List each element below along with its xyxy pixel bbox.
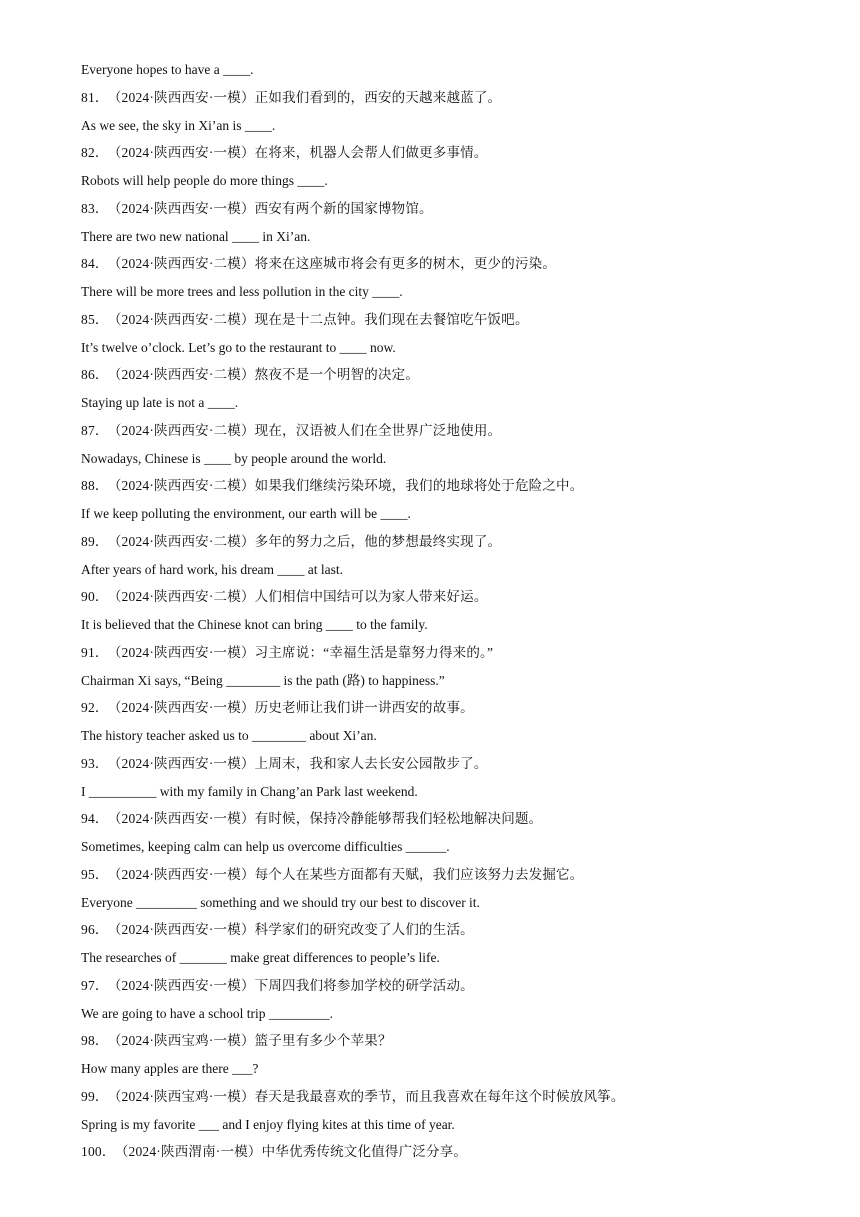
question-chinese-text: 在将来，机器人会帮人们做更多事情。 [254, 145, 488, 161]
question-line [81, 84, 801, 112]
question-number: 93． [81, 755, 109, 771]
question-chinese-text: 篮子里有多少个苹果？ [254, 1033, 392, 1049]
question-line [81, 250, 801, 278]
question-line [81, 1138, 801, 1166]
question-number: 83． [81, 200, 109, 216]
question-line [81, 195, 801, 223]
question-chinese-text: 如果我们继续污染环境，我们的地球将处于危险之中。 [254, 478, 584, 494]
question-number: 86． [81, 367, 109, 383]
question-line [81, 694, 801, 722]
question-number: 92． [81, 700, 109, 716]
question-line [81, 639, 801, 667]
question-source: （2024·陕西西安·一模） [114, 89, 255, 105]
question-chinese-text: 科学家们的研究改变了人们的生活。 [254, 922, 474, 938]
question-source: （2024·陕西西安·二模） [114, 533, 255, 549]
question-number: 95． [81, 866, 109, 882]
question-number: 90． [81, 589, 109, 605]
english-sentence: I __________ with my family in Chang’an Park last weekend. [81, 783, 418, 799]
question-number: 82． [81, 145, 109, 161]
question-source: （2024·陕西西安·一模） [114, 644, 255, 660]
question-line [81, 583, 801, 611]
question-chinese-text: 春天是我最喜欢的季节，而且我喜欢在每年这个时候放风筝。 [254, 1088, 625, 1104]
question-line [81, 1027, 801, 1055]
question-number: 88． [81, 478, 109, 494]
question-source: （2024·陕西宝鸡·一模） [114, 1088, 255, 1104]
question-number: 100． [81, 1144, 116, 1160]
question-number: 89． [81, 533, 109, 549]
english-sentence: The researches of _______ make great differences to people’s life. [81, 950, 440, 965]
question-source: （2024·陕西西安·一模） [114, 145, 255, 161]
question-source: （2024·陕西西安·一模） [114, 922, 255, 938]
question-number: 94． [81, 811, 109, 827]
question-source: （2024·陕西西安·一模） [114, 866, 255, 882]
question-source: （2024·陕西西安·二模） [114, 478, 255, 494]
question-number: 98． [81, 1033, 109, 1049]
english-sentence: There will be more trees and less pollution in the city ____. [81, 284, 403, 299]
question-number: 96． [81, 922, 109, 938]
english-sentence: The history teacher asked us to ________ about Xi’an. [81, 728, 377, 743]
question-line [81, 1083, 801, 1111]
question-chinese-text: 西安有两个新的国家博物馆。 [254, 200, 433, 216]
question-chinese-text: 将来在这座城市将会有更多的树木，更少的污染。 [254, 256, 557, 272]
english-sentence: As we see, the sky in Xi’an is ____. [81, 117, 276, 133]
question-source: （2024·陕西西安·一模） [114, 755, 255, 771]
english-sentence: Chairman Xi says, “Being ________ is the path (路) to happiness.” [81, 672, 445, 688]
question-number: 87． [81, 422, 109, 438]
question-chinese-text: 现在是十二点钟。我们现在去餐馆吃午饭吧。 [254, 311, 529, 327]
english-sentence: Staying up late is not a ____. [81, 395, 239, 410]
question-source: （2024·陕西西安·二模） [114, 256, 255, 272]
question-chinese-text: 有时候，保持冷静能够帮我们轻松地解决问题。 [254, 811, 543, 827]
question-source: （2024·陕西西安·一模） [114, 811, 255, 827]
question-chinese-text: 熬夜不是一个明智的决定。 [254, 367, 420, 383]
question-chinese-text: 历史老师让我们讲一讲西安的故事。 [254, 700, 474, 716]
question-source: （2024·陕西西安·一模） [114, 200, 255, 216]
english-sentence: We are going to have a school trip _________. [81, 1005, 333, 1021]
question-source: （2024·陕西西安·一模） [114, 700, 255, 716]
question-source: （2024·陕西宝鸡·一模） [114, 1033, 255, 1049]
question-number: 85． [81, 311, 109, 327]
question-chinese-text: 习主席说：“幸福生活是靠努力得来的。” [254, 644, 494, 660]
question-number: 81． [81, 89, 109, 105]
document-page [81, 56, 801, 1166]
question-source: （2024·陕西西安·二模） [114, 589, 255, 605]
question-chinese-text: 中华优秀传统文化值得广泛分享。 [261, 1144, 468, 1160]
question-chinese-text: 上周末，我和家人去长安公园散步了。 [254, 755, 488, 771]
question-line [81, 417, 801, 445]
question-line [81, 528, 801, 556]
english-sentence: If we keep polluting the environment, our earth will be ____. [81, 506, 411, 521]
question-source: （2024·陕西西安·一模） [114, 977, 255, 993]
english-sentence: It’s twelve o’clock. Let’s go to the restaurant to ____ now. [81, 339, 396, 355]
question-number: 91． [81, 644, 109, 660]
question-source: （2024·陕西西安·二模） [114, 311, 255, 327]
english-sentence: It is believed that the Chinese knot can bring ____ to the family. [81, 617, 428, 632]
english-sentence: Sometimes, keeping calm can help us overcome difficulties ______. [81, 839, 450, 854]
question-line [81, 916, 801, 944]
question-number: 97． [81, 977, 109, 993]
english-sentence: Everyone _________ something and we should try our best to discover it. [81, 894, 480, 910]
question-chinese-text: 正如我们看到的，西安的天越来越蓝了。 [254, 89, 502, 105]
question-source: （2024·陕西渭南·一模） [121, 1144, 262, 1160]
question-line [81, 306, 801, 334]
question-line [81, 139, 801, 167]
english-sentence: Spring is my favorite ___ and I enjoy flying kites at this time of year. [81, 1116, 455, 1132]
english-sentence: Everyone hopes to have a ____. [81, 62, 254, 77]
question-number: 99． [81, 1088, 109, 1104]
question-line [81, 805, 801, 833]
english-sentence: How many apples are there ___? [81, 1061, 259, 1076]
english-sentence: There are two new national ____ in Xi’an. [81, 228, 311, 244]
question-source: （2024·陕西西安·二模） [114, 422, 255, 438]
question-line [81, 361, 801, 389]
question-chinese-text: 多年的努力之后，他的梦想最终实现了。 [254, 533, 502, 549]
question-chinese-text: 现在，汉语被人们在全世界广泛地使用。 [254, 422, 502, 438]
question-line [81, 972, 801, 1000]
question-line [81, 750, 801, 778]
question-number: 84． [81, 256, 109, 272]
question-line [81, 472, 801, 500]
question-chinese-text: 人们相信中国结可以为家人带来好运。 [254, 589, 488, 605]
question-source: （2024·陕西西安·二模） [114, 367, 255, 383]
english-sentence: After years of hard work, his dream ____ at last. [81, 561, 344, 577]
english-sentence: Nowadays, Chinese is ____ by people around the world. [81, 450, 387, 466]
english-sentence: Robots will help people do more things ____. [81, 173, 328, 188]
question-line [81, 861, 801, 889]
question-chinese-text: 下周四我们将参加学校的研学活动。 [254, 977, 474, 993]
question-chinese-text: 每个人在某些方面都有天赋，我们应该努力去发掘它。 [254, 866, 584, 882]
